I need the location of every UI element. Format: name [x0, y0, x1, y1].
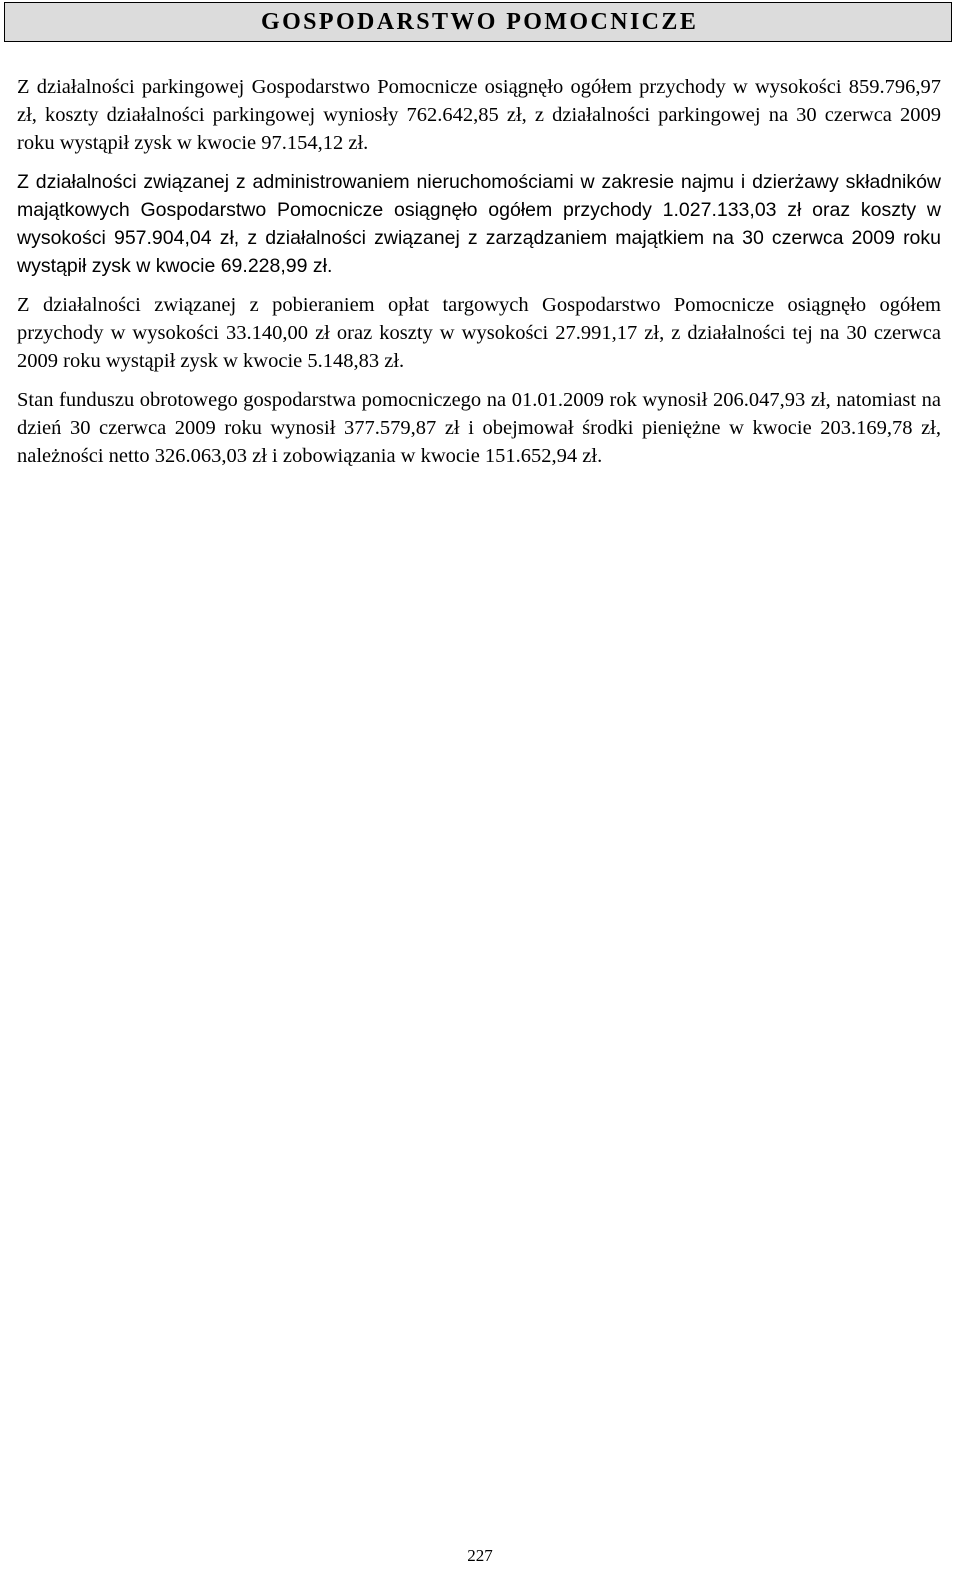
section-header-box: [4, 2, 952, 42]
page-number: 227: [467, 1546, 493, 1565]
document-body: [17, 73, 941, 481]
paragraph-property-management: Z działalności związanej z administrowaniem nieruchomościami w zakresie najmu i dzierżawy składników majątkowych Gospodarstwo Pomocnicze osiągnęło ogółem przychody 1.027.133,03 zł oraz koszty w wysokości 957.904,04 zł, z działalności związanej z zarządzaniem majątkiem na 30 czerwca 2009 roku wystąpił zysk w kwocie 69.228,99 zł.: [17, 171, 941, 277]
paragraph-parking-activity: Z działalności parkingowej Gospodarstwo Pomocnicze osiągnęło ogółem przychody w wysokości 859.796,97 zł, koszty działalności parkingowej wyniosły 762.642,85 zł, z działalności parkingowej na 30 czerwca 2009 roku wystąpił zysk w kwocie 97.154,12 zł.: [17, 76, 941, 154]
paragraph-working-capital: Stan funduszu obrotowego gospodarstwa pomocniczego na 01.01.2009 rok wynosił 206.047,93 zł, natomiast na dzień 30 czerwca 2009 roku wynosił 377.579,87 zł i obejmował środki pieniężne w kwocie 203.169,78 zł, należności netto 326.063,03 zł i zobowiązania w kwocie 151.652,94 zł.: [17, 389, 941, 467]
section-title: GOSPODARSTWO POMOCNICZE: [261, 8, 699, 35]
paragraph-market-fees: Z działalności związanej z pobieraniem opłat targowych Gospodarstwo Pomocnicze osiągnęło ogółem przychody w wysokości 33.140,00 zł oraz koszty w wysokości 27.991,17 zł, z działalności tej na 30 czerwca 2009 roku wystąpił zysk w kwocie 5.148,83 zł.: [17, 294, 941, 372]
